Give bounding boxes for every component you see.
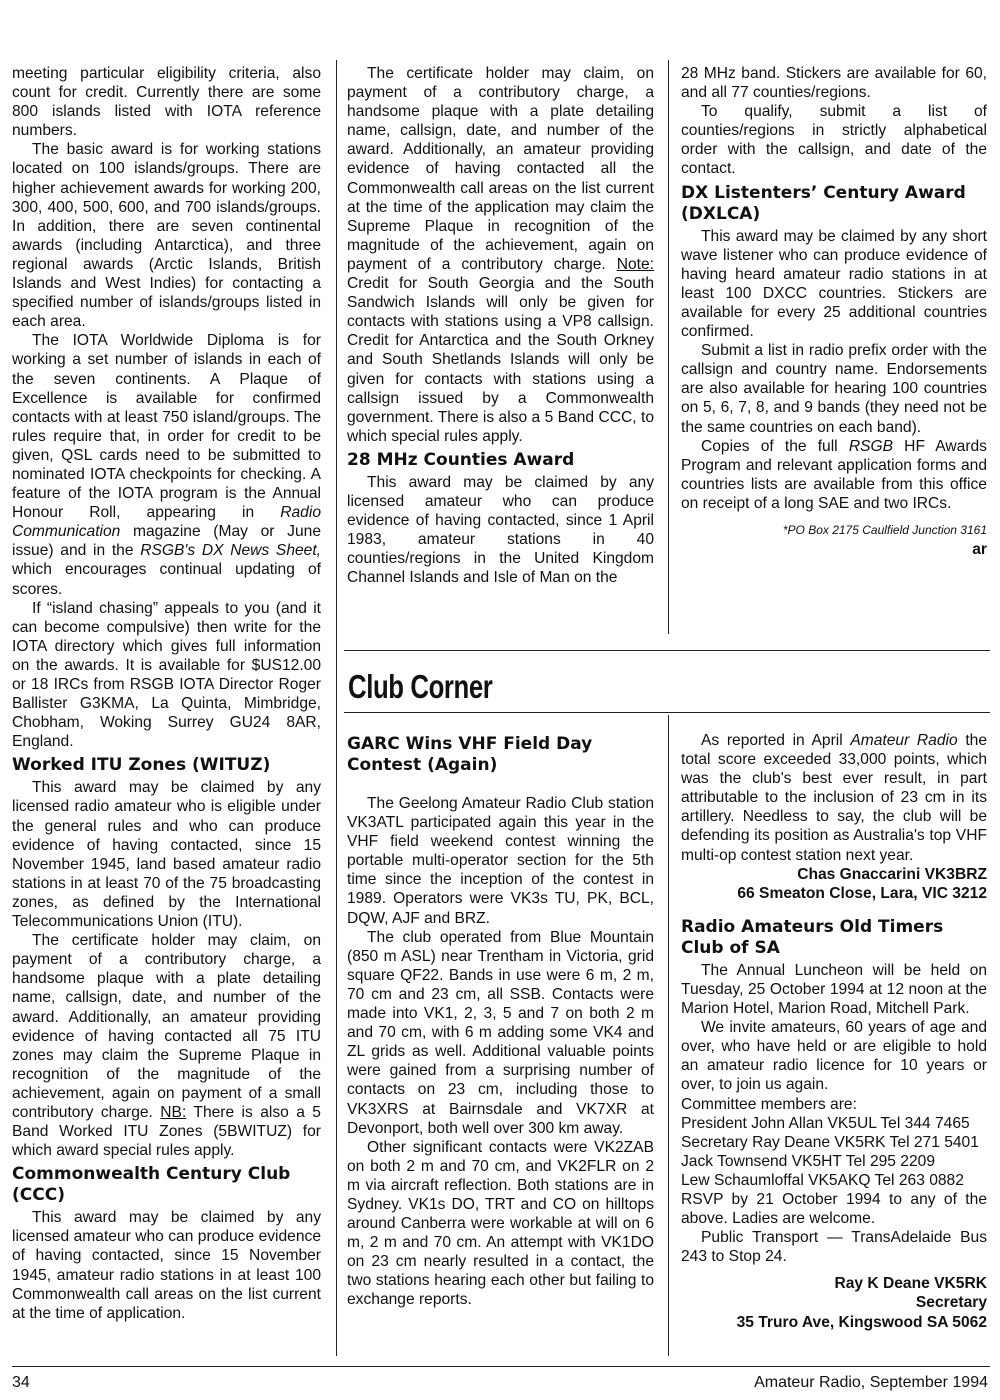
paragraph: Submit a list in radio prefix order with the callsign and country name. Endorsements are also available for hearing 100 countries on 5, 6, 7, 8, and 9 bands (they need not be the same countries on each band).: [681, 342, 987, 436]
paragraph: If “island chasing” appeals to you (and it can become compulsive) then write for the IOTA directory which gives full information on the awards. It is available for $US12.00 or 18 IRCs from RSGB IOTA Director Roger Ballister G3KMA, La Quinta, Mimbridge, Chobham, Woking Surrey GU24 8AR, England.: [12, 599, 321, 751]
signature-title: Secretary: [915, 1294, 987, 1312]
paragraph: The Annual Luncheon will be held on Tuesday, 25 October 1994 at 12 noon at the Marion Hotel, Marion Road, Mitchell Park.: [681, 961, 987, 1018]
section-title: Club Corner: [348, 668, 493, 705]
column-rule-right-top: [668, 60, 669, 634]
committee-label: Committee members are:: [681, 1095, 857, 1113]
paragraph: The certificate holder may claim, on payment of a contributory charge, a handsome plaque with a plate detailing name, callsign, date, and number of the award. Additionally, an amateur providing evidence of having contacted all 75 ITU zones may claim the Supreme Plaque in recognition of the magnitude of the achievement, again on payment of a small contributory charge. NB: There is also a 5 Band Worked ITU Zones (5BWITUZ) for which award special rules apply.: [12, 932, 321, 1160]
paragraph: As reported in April Amateur Radio the total score exceeded 33,000 points, which was the club's best ever result, in part attributable to the inclusion of 23 cm in its artillery. Needless to say, the club will be defending its position as Australia's top VHF multi-op contest station next year.: [681, 732, 987, 864]
paragraph: The certificate holder may claim, on payment of a contributory charge, a handsome plaque with a plate detailing name, callsign, date, and number of the award. Additionally, an amateur providing evidence of having contacted all the Commonwealth call areas on the list current at the time of the application may claim the Supreme Plaque in recognition of the magnitude of the achievement, again on payment of a contributory charge. Note: Credit for South Georgia and the South Sandwich Islands will only be given for contacts with stations using a VP8 callsign. Credit for Antarctica and the South Orkney and South Shetlands Islands will only be given for contacts with stations using a callsign issued by a Commonwealth government. There is also a 5 Band CCC, to which special rules apply.: [347, 65, 654, 445]
committee-member: President John Allan VK5UL Tel 344 7465: [681, 1114, 970, 1132]
heading-raotc: Radio Amateurs Old Timers Club of SA: [681, 916, 944, 958]
paragraph: The club operated from Blue Mountain (850 m ASL) near Trentham in Victoria, grid square QF22. Bands in use were 6 m, 2 m, 70 cm and 23 cm, all SSB. Contacts were made into VK1, 2, 3, 5 and 7 on both 2 m and 70 cm, with 6 m adding some VK4 and ZL grids as well. Additional valuable points were gained from a surprising number of contacts on 23 cm, including those to VK3XRS at Bairnsdale and VK7XR at Devonport, both well over 300 km away.: [347, 928, 654, 1137]
publication-info: Amateur Radio, September 1994: [754, 1374, 988, 1391]
column-1: [12, 64, 321, 1323]
paragraph: meeting particular eligibility criteria, also count for credit. Currently there are some 800 islands listed with IOTA reference numbers.: [12, 65, 321, 140]
column-2: [347, 64, 654, 587]
club-column-left: [347, 730, 654, 1310]
paragraph: Copies of the full RSGB HF Awards Program and relevant application forms and countries lists are available from this office on receipt of a long SAE and two IRCs.: [681, 437, 987, 512]
heading-ccc: Commonwealth Century Club (CCC): [12, 1164, 291, 1206]
heading-wituz: Worked ITU Zones (WITUZ): [12, 755, 271, 776]
paragraph: This award may be claimed by any licensed amateur who can produce evidence of having contacted, since 15 November 1945, amateur radio stations in at least 100 Commonwealth call areas on the list current at the time of application.: [12, 1209, 321, 1322]
paragraph: The IOTA Worldwide Diploma is for working a set number of islands in each of the seven continents. A Plaque of Excellence is available for confirmed contacts with at least 750 island/groups. The rules require that, in order for credit to be given, QSL cards need to be submitted to nominated IOTA checkpoints for checking. A feature of the IOTA program is the Annual Honour Roll, appearing in Radio Communication magazine (May or June issue) and in the RSGB's DX News Sheet, which encourages continual updating of scores.: [12, 332, 322, 598]
footer-rule: [12, 1366, 990, 1367]
club-corner-rule: [344, 650, 990, 651]
column-rule-left: [336, 60, 337, 1356]
club-column-right: [681, 731, 987, 1332]
heading-dxlca: DX Listenters’ Century Award (DXLCA): [681, 182, 966, 224]
signature-address: 66 Smeaton Close, Lara, VIC 3212: [737, 884, 987, 902]
committee-member: Lew Schaumloffal VK5AKQ Tel 263 0882: [681, 1171, 964, 1189]
author-address: *PO Box 2175 Caulfield Junction 3161: [782, 522, 987, 537]
committee-member: Secretary Ray Deane VK5RK Tel 271 5401: [681, 1133, 979, 1151]
column-rule-right-bottom: [668, 715, 669, 1356]
paragraph: RSVP by 21 October 1994 to any of the above. Ladies are welcome.: [681, 1190, 987, 1228]
page-number: 34: [12, 1374, 30, 1391]
paragraph: The basic award is for working stations located on 100 islands/groups. There are higher achievement awards for working 200, 300, 400, 500, 600, and 700 islands/groups. In addition, there are seven continental awards (including Antarctica), and three regional awards (Arctic Islands, British Islands and West Indies) for contacting a specified number of islands/groups listed in each area.: [12, 141, 321, 331]
paragraph: This award may be claimed by any short wave listener who can produce evidence of having heard amateur radio stations in at least 100 DXCC countries. Stickers are available for every 25 additional countries confirmed.: [681, 227, 987, 341]
heading-28mhz: 28 MHz Counties Award: [347, 449, 575, 470]
signature-name: Chas Gnaccarini VK3BRZ: [797, 865, 987, 883]
end-mark: ar: [972, 541, 987, 559]
club-corner-underline: [344, 712, 990, 713]
paragraph: The Geelong Amateur Radio Club station VK3ATL participated again this year in the VHF field weekend contest winning the portable multi-operator section for the 5th time since the inception of the contest in 1989. Operators were VK3s TU, PK, BCL, DQW, AJF and BRZ.: [347, 795, 654, 927]
paragraph: Public Transport — TransAdelaide Bus 243 to Stop 24.: [681, 1229, 987, 1266]
heading-garc: GARC Wins VHF Field Day Contest (Again): [347, 734, 593, 775]
paragraph: Other significant contacts were VK2ZAB on both 2 m and 70 cm, and VK2FLR on 2 m via aircraft reflection. Both stations are in Sydney. VK1s DO, TRT and CO on hilltops around Canberra were workable at will on 6 m, 2 m and 70 cm. An attempt with VK1DO on 23 cm nearly resulted in a contact, the two stations hearing each other but failing to exchange reports.: [347, 1138, 654, 1309]
committee-member: Jack Townsend VK5HT Tel 295 2209: [681, 1152, 935, 1170]
paragraph: This award may be claimed by any licensed radio amateur who is eligible under the general rules and who can produce evidence of having contacted, since 15 November 1945, land based amateur radio stations in at least 70 of the 75 broadcasting zones, as defined by the International Telecommunications Union (ITU).: [12, 779, 321, 931]
paragraph: To qualify, submit a list of counties/regions in strictly alphabetical order with the callsign, and date of the contact.: [681, 103, 987, 178]
signature-address: 35 Truro Ave, Kingswood SA 5062: [736, 1313, 987, 1331]
paragraph: We invite amateurs, 60 years of age and over, who have held or are eligible to hold an amateur radio licence for 10 years or over, to join us again.: [681, 1019, 987, 1094]
paragraph: This award may be claimed by any licensed amateur who can produce evidence of having contacted, since 1 April 1983, amateur stations in 40 counties/regions in the United Kingdom Channel Islands and Isle of Man on the: [347, 473, 654, 587]
signature-name: Ray K Deane VK5RK: [834, 1275, 987, 1293]
paragraph: 28 MHz band. Stickers are available for 60, and all 77 counties/regions.: [681, 65, 987, 102]
column-3: [681, 64, 987, 559]
